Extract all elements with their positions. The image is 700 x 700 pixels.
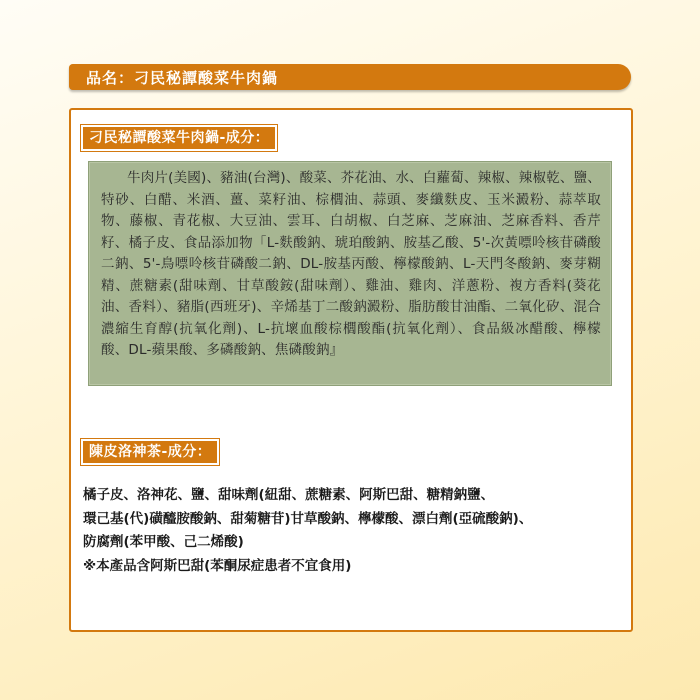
hotpot-ingredients-box	[88, 161, 612, 386]
aspartame-warning: ※本產品含阿斯巴甜(苯酮尿症患者不宜食用)	[83, 557, 352, 574]
tea-ingredients-line: 環己基(代)磺醯胺酸鈉、甜菊糖苷)甘草酸鈉、檸檬酸、漂白劑(亞硫酸鈉)、	[83, 510, 533, 527]
hotpot-section-label: 刁民秘譚酸菜牛肉鍋-成分：	[81, 125, 277, 151]
product-title: 品名：刁民秘譚酸菜牛肉鍋	[86, 69, 279, 87]
tea-section-label: 陳皮洛神茶-成分：	[81, 439, 219, 465]
tea-ingredients-line: 防腐劑(苯甲酸、己二烯酸)	[83, 534, 244, 550]
hotpot-ingredients-text: 牛肉片(美國)、豬油(台灣)、酸菜、芥花油、水、白蘿蔔、辣椒、辣椒乾、鹽、特砂、白醋、米酒、薑、菜籽油、棕櫚油、蒜頭、麥纖麩皮、玉米澱粉、蒜萃取物、藤椒、青花椒、大豆油、雲耳、白胡椒、白芝麻、芝麻油、芝麻香料、香芹籽、橘子皮、食品添加物「L-麩酸鈉、琥珀酸鈉、胺基乙酸、5'-次黃嘌呤核苷磷酸二鈉、5'-鳥嘌呤核苷磷酸二鈉、DL-胺基丙酸、檸檬酸鈉、L-天門冬酸鈉、麥芽糊精、蔗糖素(甜味劑、甘草酸銨(甜味劑）、雞油、雞肉、洋蔥粉、複方香料(葵花油、香料）、豬脂(西班牙)、辛烯基丁二酸鈉澱粉、脂肪酸甘油酯、二氧化矽、混合濃縮生育醇(抗氧化劑)、L-抗壞血酸棕櫚酸酯(抗氧化劑）、食品級冰醋酸、檸檬酸、DL-蘋果酸、多磷酸鈉、焦磷酸鈉』	[101, 170, 601, 358]
tea-ingredients-text	[83, 484, 618, 578]
tea-ingredients-line: 橘子皮、洛神花、鹽、甜味劑(紐甜、蔗糖素、阿斯巴甜、糖精鈉鹽、	[83, 487, 495, 503]
ingredients-panel	[69, 108, 633, 632]
product-title-bar	[69, 64, 631, 90]
